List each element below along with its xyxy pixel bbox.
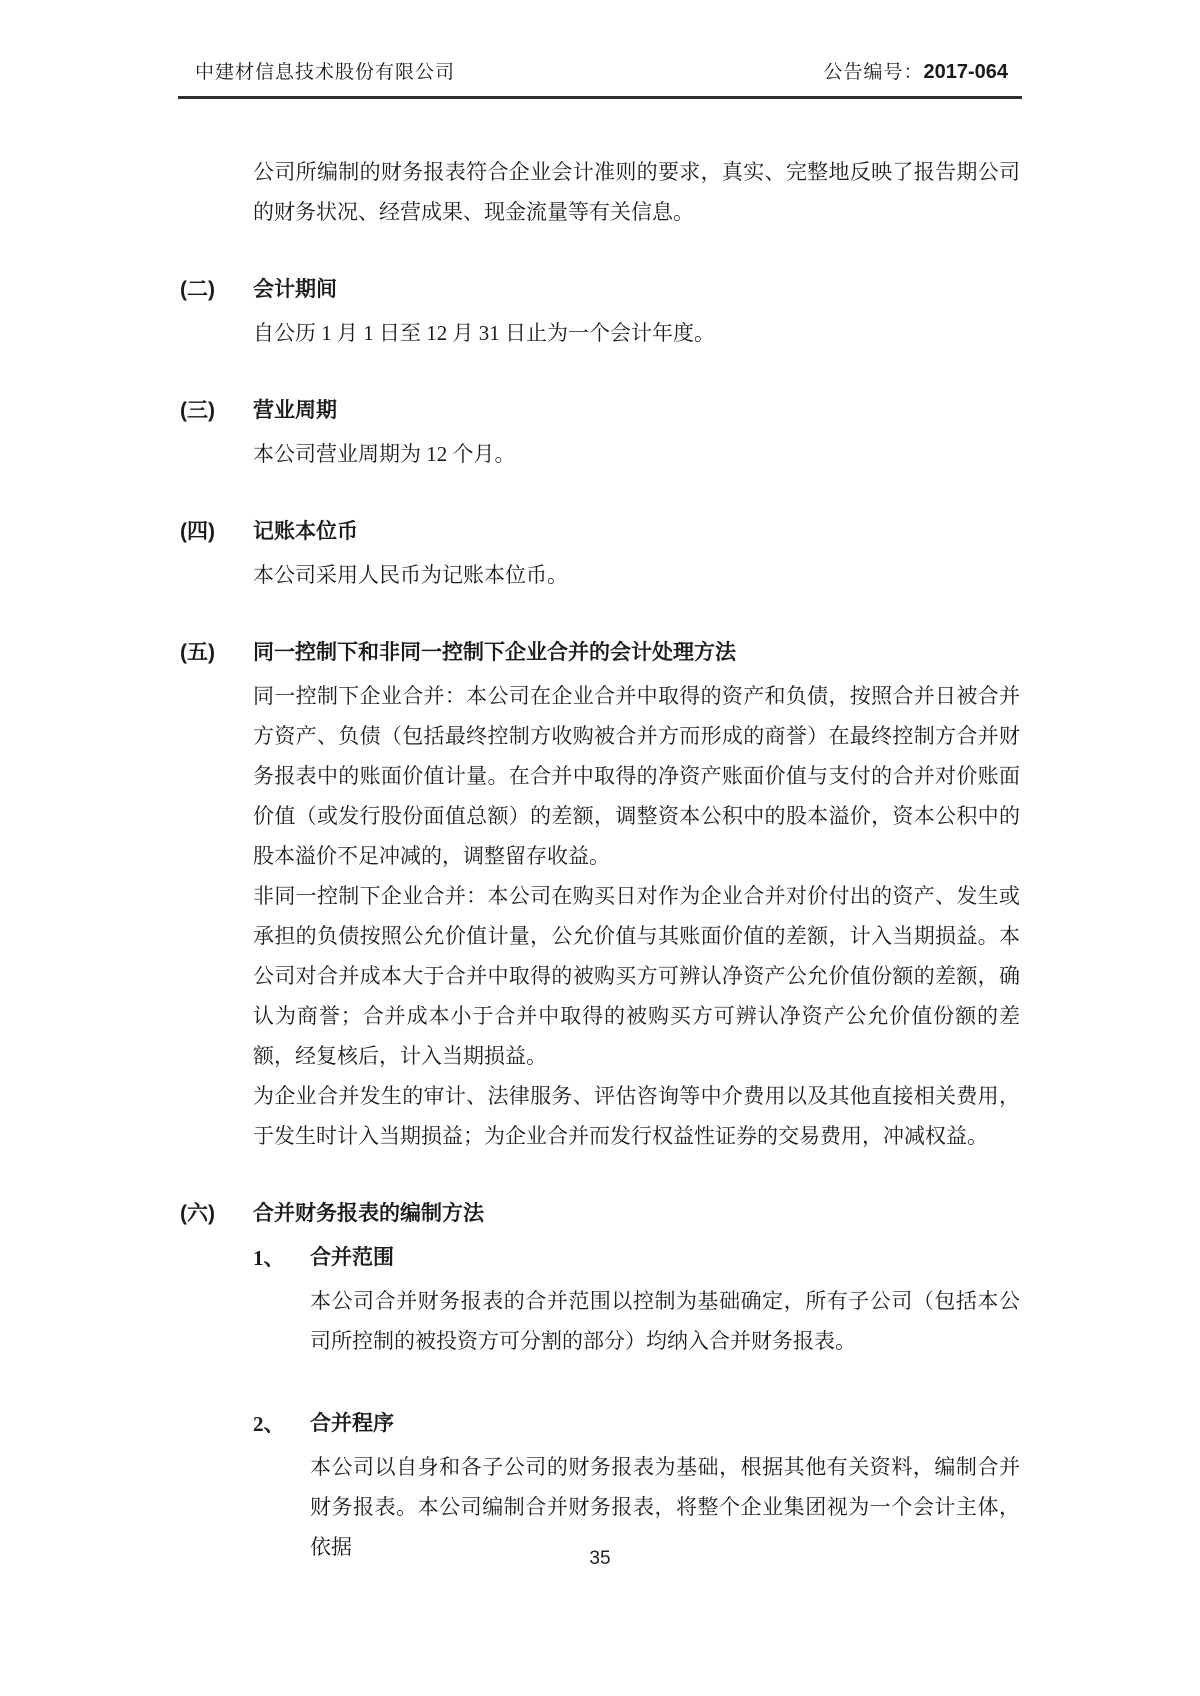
announcement-number-value: 2017-064 (923, 61, 1008, 83)
section-operating-cycle (180, 391, 1020, 474)
section-marker: (三) (180, 399, 215, 422)
paragraph: 本公司合并财务报表的合并范围以控制为基础确定，所有子公司（包括本公司所控制的被投资方可分割的部分）均纳入合并财务报表。 (310, 1289, 1020, 1353)
section-marker: (六) (180, 1202, 215, 1225)
subsection-consolidation-procedure (180, 1404, 1020, 1567)
section-title: 会计期间 (253, 278, 337, 301)
paragraph: 本公司采用人民币为记账本位币。 (253, 563, 568, 587)
intro-paragraph: 公司所编制的财务报表符合企业会计准则的要求，真实、完整地反映了报告期公司的财务状况、经营成果、现金流量等有关信息。 (253, 160, 1020, 224)
paragraph: 本公司以自身和各子公司的财务报表为基础，根据其他有关资料，编制合并财务报表。本公司编制合并财务报表，将整个企业集团视为一个会计主体，依据 (310, 1455, 1020, 1559)
section-heading (180, 512, 1020, 552)
subsection-marker: 2、 (253, 1412, 285, 1436)
paragraph: 自公历 1 月 1 日至 12 月 31 日止为一个会计年度。 (253, 321, 715, 345)
section-title: 营业周期 (253, 399, 337, 422)
section-accounting-period (180, 270, 1020, 353)
page-header (178, 0, 1022, 99)
section-heading (180, 270, 1020, 310)
subsection-title: 合并程序 (310, 1412, 394, 1435)
section-heading (180, 633, 1020, 673)
section-title: 同一控制下和非同一控制下企业合并的会计处理方法 (253, 641, 736, 664)
paragraph: 同一控制下企业合并：本公司在企业合并中取得的资产和负债，按照合并日被合并方资产、负债（包括最终控制方收购被合并方而形成的商誉）在最终控制方合并财务报表中的账面价值计量。在合并中取得的净资产账面价值与支付的合并对价账面价值（或发行股份面值总额）的差额，调整资本公积中的股本溢价，资本公积中的股本溢价不足冲减的，调整留存收益。 (253, 684, 1020, 868)
subsection-title: 合并范围 (310, 1246, 394, 1269)
section-functional-currency (180, 512, 1020, 595)
section-marker: (五) (180, 641, 215, 664)
section-heading (180, 1194, 1020, 1234)
paragraph: 非同一控制下企业合并：本公司在购买日对作为企业合并对价付出的资产、发生或承担的负债按照公允价值计量，公允价值与其账面价值的差额，计入当期损益。本公司对合并成本大于合并中取得的被购买方可辨认净资产公允价值份额的差额，确认为商誉；合并成本小于合并中取得的被购买方可辨认净资产公允价值份额的差额，经复核后，计入当期损益。 (253, 884, 1020, 1068)
section-marker: (二) (180, 278, 215, 301)
section-heading (180, 391, 1020, 431)
page-number: 35 (589, 1548, 611, 1569)
paragraph: 为企业合并发生的审计、法律服务、评估咨询等中介费用以及其他直接相关费用，于发生时计入当期损益；为企业合并而发行权益性证券的交易费用，冲减权益。 (253, 1084, 1020, 1148)
section-title: 记账本位币 (253, 520, 358, 543)
announcement-number (823, 58, 1022, 87)
announcement-number-label: 公告编号： (823, 62, 924, 83)
subsection-marker: 1、 (253, 1246, 285, 1270)
section-consolidated-statements (180, 1194, 1020, 1567)
company-name: 中建材信息技术股份有限公司 (195, 62, 456, 83)
subsection-heading (180, 1404, 1020, 1444)
section-title: 合并财务报表的编制方法 (253, 1202, 484, 1225)
subsection-heading (180, 1238, 1020, 1278)
section-marker: (四) (180, 520, 215, 543)
document-body (180, 152, 1020, 1567)
section-business-combination (180, 633, 1020, 1156)
subsection-consolidation-scope (180, 1238, 1020, 1361)
paragraph: 本公司营业周期为 12 个月。 (253, 442, 516, 466)
page-footer (0, 1545, 1200, 1573)
